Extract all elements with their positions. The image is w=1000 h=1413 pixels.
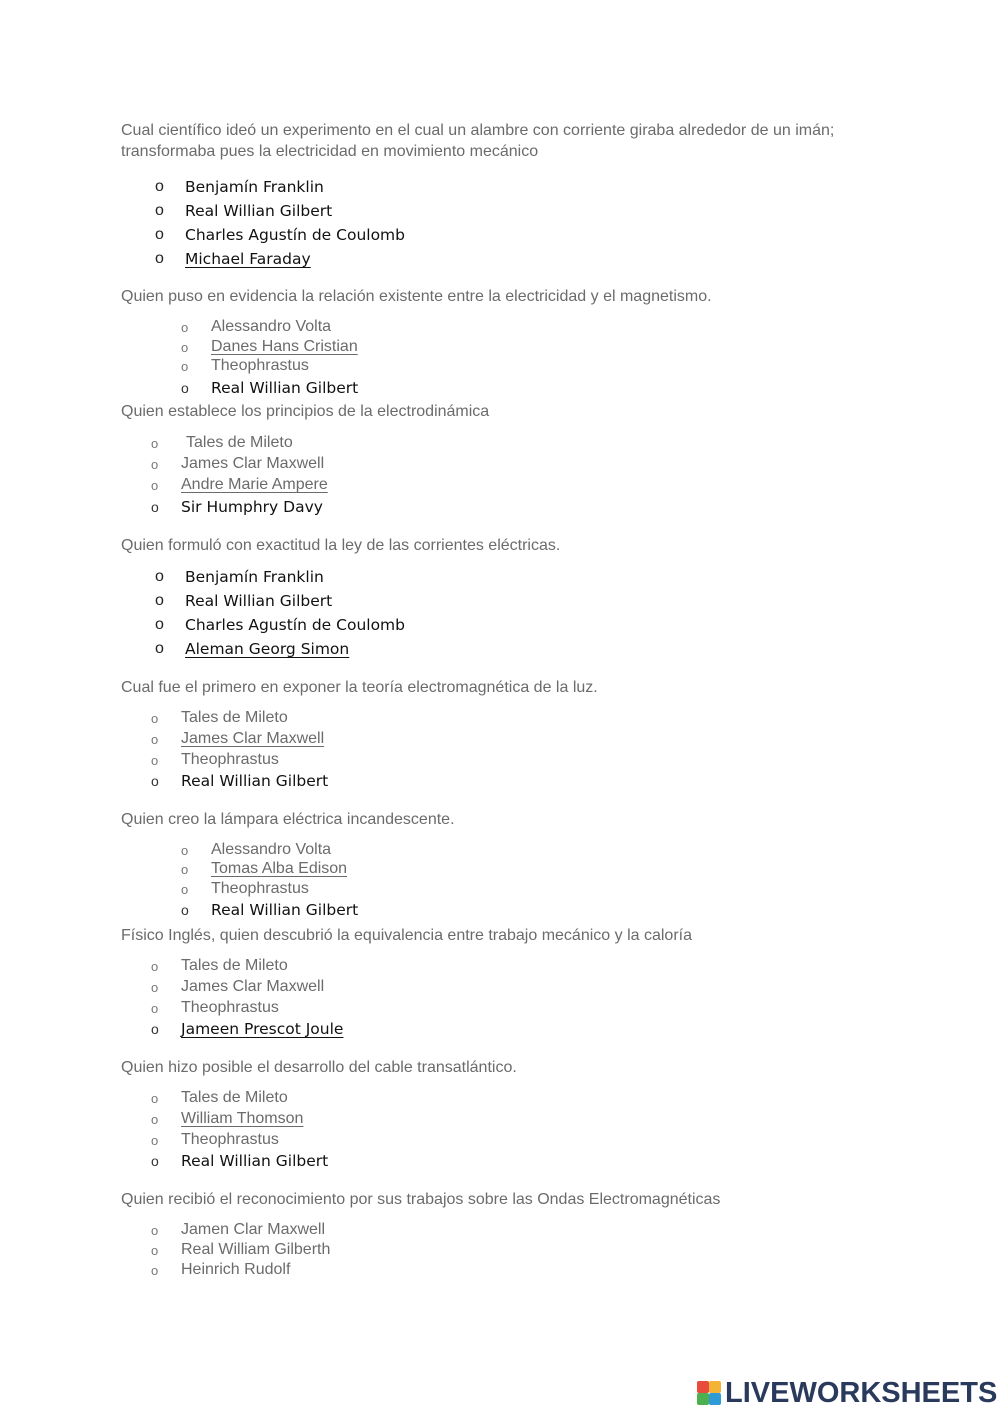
option-label: Alessandro Volta — [211, 318, 332, 335]
option-label: Jamen Clar Maxwell — [181, 1221, 326, 1238]
logo-icon — [697, 1381, 721, 1405]
option-label: William Thomson — [181, 1110, 304, 1127]
logo-text: LIVEWORKSHEETS — [725, 1376, 998, 1409]
option-label: Theophrastus — [211, 357, 309, 374]
logo-square — [697, 1381, 709, 1393]
question-3: Quien establece los principios de la electrodinámica — [121, 403, 490, 420]
option-label: Charles Agustín de Coulomb — [185, 616, 405, 634]
option-label: Real Willian Gilbert — [185, 202, 333, 220]
option-label: Theophrastus — [181, 751, 279, 768]
question-7: Físico Inglés, quien descubrió la equivalencia entre trabajo mecánico y la caloría — [121, 927, 692, 944]
option-label: James Clar Maxwell — [181, 978, 325, 995]
logo-square — [709, 1393, 721, 1405]
option-label: Benjamín Franklin — [185, 178, 324, 196]
liveworksheets-logo — [697, 1376, 997, 1410]
option-label: Theophrastus — [211, 880, 309, 897]
question-9: Quien recibió el reconocimiento por sus trabajos sobre las Ondas Electromagnéticas — [121, 1191, 721, 1208]
question-5: Cual fue el primero en exponer la teoría electromagnética de la luz. — [121, 679, 598, 696]
option-label: Theophrastus — [181, 1131, 279, 1148]
logo-square — [709, 1381, 721, 1393]
question-8: Quien hizo posible el desarrollo del cable transatlántico. — [121, 1059, 517, 1076]
option-label: Real Willian Gilbert — [211, 379, 359, 397]
option-label: Charles Agustín de Coulomb — [185, 226, 405, 244]
option-label: Tales de Mileto — [186, 434, 293, 451]
option-label: James Clar Maxwell — [181, 730, 325, 747]
option-label: Tomas Alba Edison — [211, 860, 348, 877]
question-2: Quien puso en evidencia la relación existente entre la electricidad y el magnetismo. — [121, 288, 712, 305]
option-label: Andre Marie Ampere — [181, 476, 328, 493]
option-label: Sir Humphry Davy — [181, 498, 323, 516]
option-label: Tales de Mileto — [181, 957, 288, 974]
option-label: James Clar Maxwell — [181, 455, 325, 472]
option-label: Real Willian Gilbert — [181, 772, 329, 790]
option-label: Benjamín Franklin — [185, 568, 324, 586]
question-1: Cual científico ideó un experimento en el cual un alambre con corriente giraba alrededor de un imán; transformaba pues la electricidad en movimiento mecánico — [121, 122, 835, 160]
option-label: Real Willian Gilbert — [185, 592, 333, 610]
question-6: Quien creo la lámpara eléctrica incandescente. — [121, 811, 455, 828]
question-4: Quien formuló con exactitud la ley de las corrientes eléctricas. — [121, 537, 561, 554]
option-label: Real William Gilberth — [181, 1241, 331, 1258]
option-label: Jameen Prescot Joule — [181, 1020, 344, 1038]
logo-square — [697, 1393, 709, 1405]
option-label: Michael Faraday — [185, 250, 311, 268]
option-label: Aleman Georg Simon — [185, 640, 350, 658]
option-label: Danes Hans Cristian — [211, 338, 358, 355]
option-label: Real Willian Gilbert — [211, 901, 359, 919]
option-label: Tales de Mileto — [181, 709, 288, 726]
option-label: Theophrastus — [181, 999, 279, 1016]
option-label: Real Willian Gilbert — [181, 1152, 329, 1170]
option-label: Heinrich Rudolf — [181, 1261, 291, 1278]
option-label: Alessandro Volta — [211, 841, 332, 858]
option-label: Tales de Mileto — [181, 1089, 288, 1106]
